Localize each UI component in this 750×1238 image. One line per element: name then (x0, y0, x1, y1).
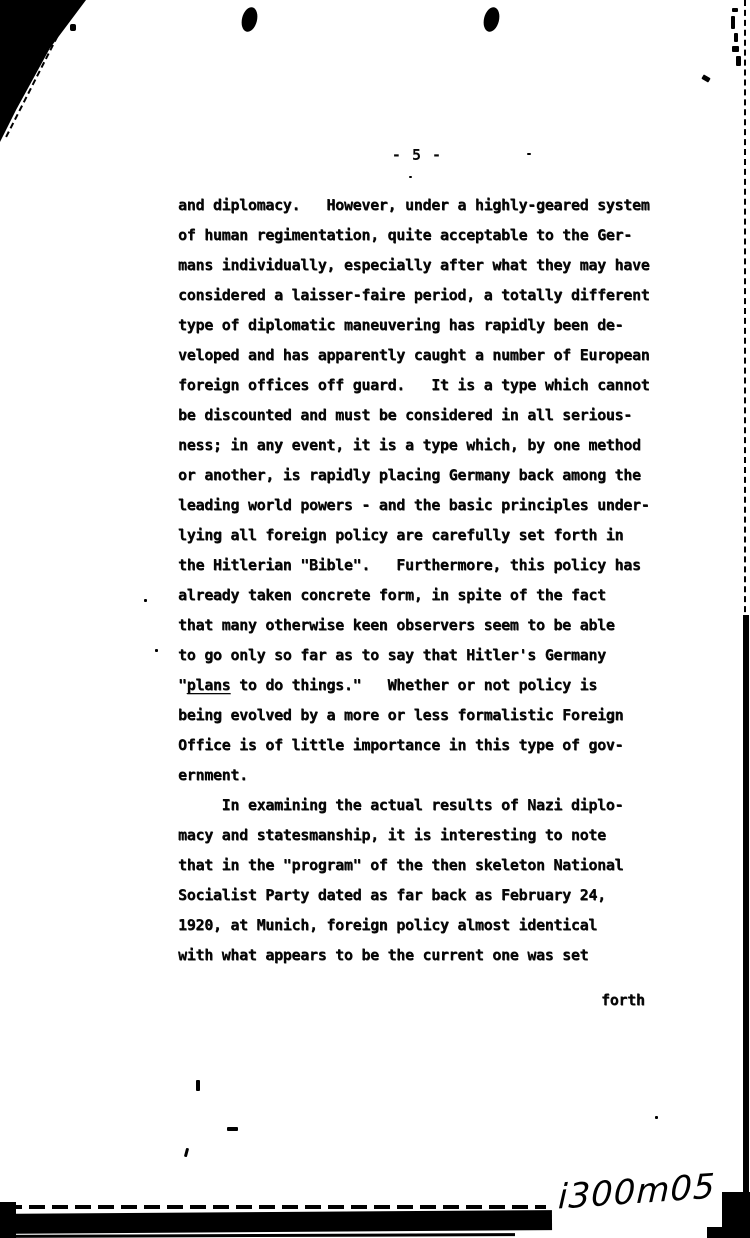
handwritten-note: i300m05 (557, 1166, 717, 1218)
text-line: macy and statesmanship, it is interesting to note (178, 826, 606, 844)
scan-speck (701, 74, 710, 82)
bottom-scan-band-edge (0, 1233, 515, 1238)
catchword: forth (601, 991, 645, 1009)
text-line: that many otherwise keen observers seem to be able (178, 616, 615, 634)
right-edge-scan-strip (743, 615, 749, 1238)
scan-speck (227, 1127, 238, 1131)
scan-speck (736, 56, 741, 66)
text-line: Socialist Party dated as far back as February 24, (178, 886, 606, 904)
text-line: type of diplomatic maneuvering has rapidly been de- (178, 316, 624, 334)
scan-speck (734, 33, 738, 42)
text-line: that in the "program" of the then skeleton National (178, 856, 624, 874)
scan-speck (70, 24, 76, 31)
text-line: lying all foreign policy are carefully set forth in (178, 526, 624, 544)
scan-speck (731, 16, 735, 29)
scan-speck (655, 1116, 658, 1119)
scan-speck (732, 46, 739, 52)
scan-speck (196, 1080, 200, 1091)
text-line: be discounted and must be considered in all serious- (178, 406, 633, 424)
text-line: being evolved by a more or less formalistic Foreign (178, 706, 624, 724)
scan-speck (144, 599, 147, 602)
text-line: ernment. (178, 766, 248, 784)
text-line: of human regimentation, quite acceptable to the Ger- (178, 226, 633, 244)
scan-speck (732, 8, 738, 12)
text-line: Office is of little importance in this type of gov- (178, 736, 624, 754)
bottom-scan-band (0, 1202, 16, 1238)
text-line: "plans to do things." Whether or not policy is (178, 676, 598, 694)
scan-speck (409, 176, 412, 178)
punch-hole-left (239, 6, 260, 34)
bottom-right-scan-block (707, 1227, 750, 1238)
text-line: and diplomacy. However, under a highly-geared system (178, 196, 650, 214)
text-line: leading world powers - and the basic principles under- (178, 496, 650, 514)
text-line: the Hitlerian "Bible". Furthermore, this policy has (178, 556, 641, 574)
body-text (178, 190, 698, 970)
text-line: 1920, at Munich, foreign policy almost identical (178, 916, 598, 934)
text-line: or another, is rapidly placing Germany back among the (178, 466, 641, 484)
punch-hole-right (481, 6, 502, 34)
text-line: considered a laisser-faire period, a totally different (178, 286, 650, 304)
text-line: already taken concrete form, in spite of the fact (178, 586, 606, 604)
text-line: foreign offices off guard. It is a type which cannot (178, 376, 650, 394)
underlined-word: plans (186, 676, 231, 694)
scan-speck (155, 649, 158, 652)
bottom-scan-band (0, 1210, 552, 1234)
bottom-scan-band-streak (6, 1205, 546, 1209)
text-line: In examining the actual results of Nazi diplo- (178, 796, 624, 814)
text-line: ness; in any event, it is a type which, by one method (178, 436, 641, 454)
right-edge-scan-line (744, 0, 746, 622)
page-number: - 5 - (391, 146, 443, 164)
text-line: with what appears to be the current one was set (178, 946, 589, 964)
text-line: to go only so far as to say that Hitler's Germany (178, 646, 606, 664)
text-line: mans individually, especially after what they may have (178, 256, 650, 274)
scan-speck (184, 1148, 189, 1157)
text-line: veloped and has apparently caught a number of European (178, 346, 650, 364)
